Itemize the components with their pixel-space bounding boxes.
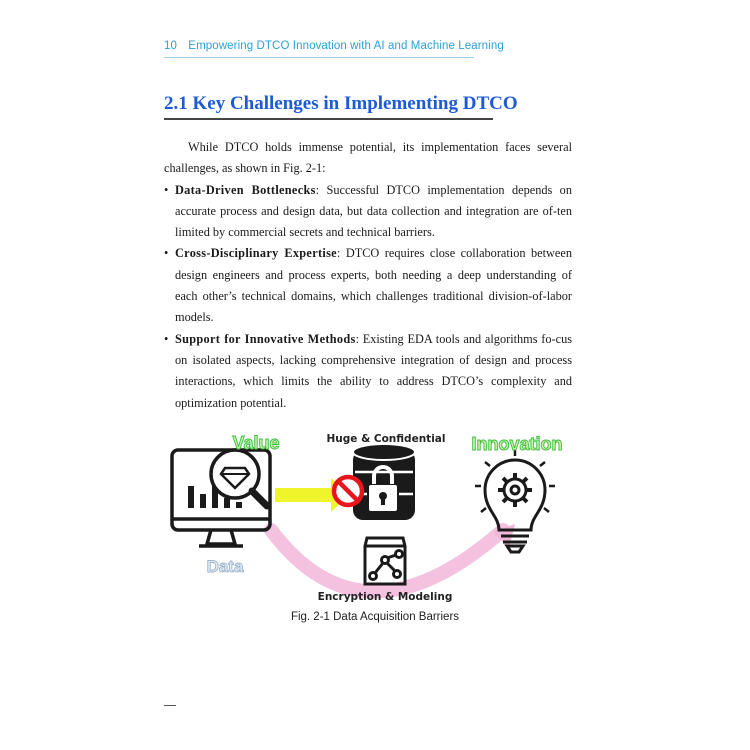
monitor-analytics-icon	[172, 450, 270, 546]
list-item	[164, 180, 572, 244]
encryption-modeling-icon	[365, 538, 405, 584]
data-barrier-figure	[163, 428, 583, 608]
bullet-text: : Existing EDA tools and algorithms fo-cus on isolated aspects, lacking comprehensive integration of design and process interactions, which limits the ability to address DTCO’s complexity and optimization potential.	[175, 331, 572, 410]
section-title: 2.1 Key Challenges in Implementing DTCO	[164, 93, 518, 114]
challenge-list	[164, 180, 572, 414]
list-item	[164, 329, 572, 414]
bullet-term: Data-Driven Bottlenecks	[175, 182, 316, 197]
running-title: Empowering DTCO Innovation with AI and Machine Learning	[188, 40, 504, 52]
bullet-marker: •	[164, 246, 169, 261]
bullet-text: : Successful DTCO implementation depends on accurate process and design data, but data collection and integration are of-ten limited by commercial secrets and technical barriers.	[175, 182, 572, 240]
encryption-modeling-label: Encryption & Modeling	[317, 591, 453, 603]
intro-paragraph: While DTCO holds immense potential, its implementation faces several challenges, as shown in Fig. 2-1:	[164, 140, 572, 176]
running-header	[164, 40, 504, 52]
bullet-marker: •	[164, 331, 169, 346]
no-entry-sign-icon	[334, 477, 362, 505]
huge-confidential-label: Huge & Confidential	[326, 433, 446, 445]
footer-mark	[164, 705, 176, 706]
bullet-term: Support for Innovative Methods	[175, 331, 356, 346]
page-number: 10	[164, 40, 177, 52]
bullet-text: : DTCO requires close collaboration between design engineers and process experts, both needing a deep understanding of each other’s technical domains, which challenges traditional division-of-labor models.	[175, 246, 572, 325]
body-text	[164, 137, 572, 414]
innovation-label: Innovation	[471, 434, 563, 454]
locked-database-icon	[353, 444, 415, 520]
header-rule	[164, 57, 474, 58]
figure-caption: Fig. 2-1 Data Acquisition Barriers	[290, 611, 460, 623]
list-item	[164, 243, 572, 328]
bullet-term: Cross-Disciplinary Expertise	[175, 246, 337, 261]
bullet-marker: •	[164, 182, 169, 197]
value-label: Value	[232, 433, 280, 453]
title-rule	[164, 118, 493, 120]
data-label: Data	[206, 557, 244, 576]
